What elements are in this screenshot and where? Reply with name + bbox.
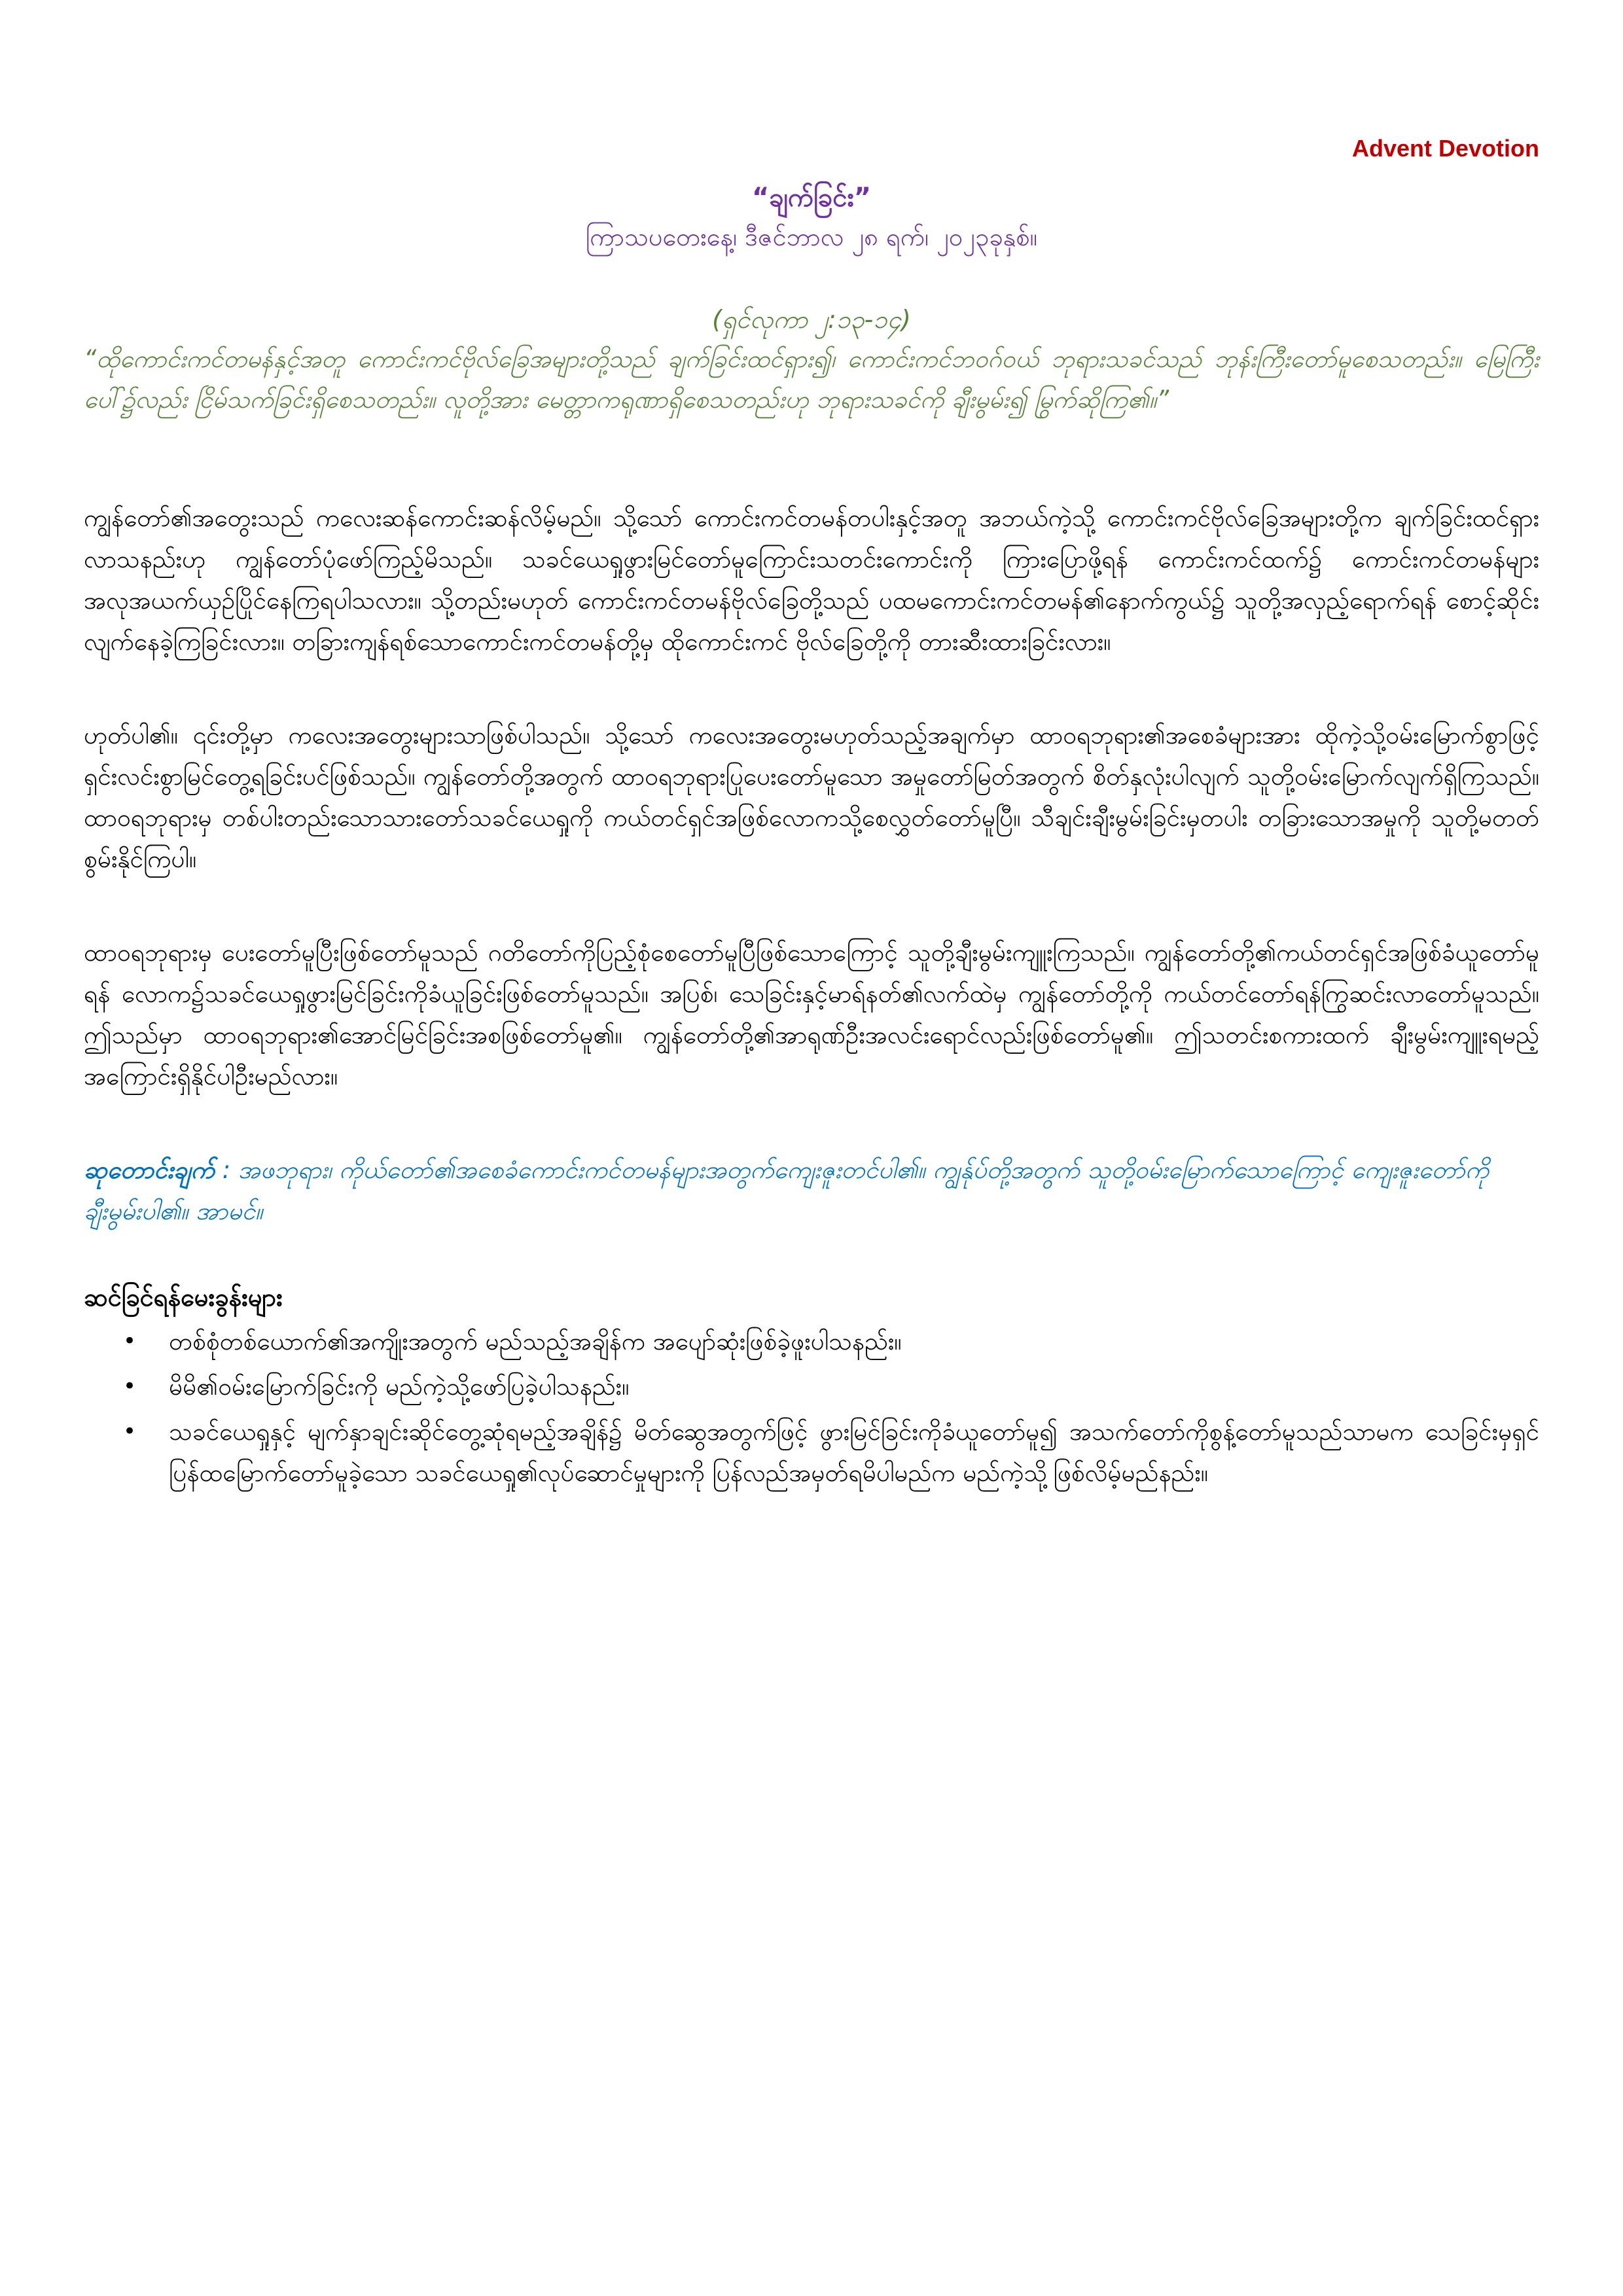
paragraph-2: ဟုတ်ပါ၏။ ၎င်းတို့မှာ ကလေးအတွေးများသာဖြစ်ပါသည်။ သို့သော် ကလေးအတွေးမဟုတ်သည့်အချက်မှာ ထာဝရဘုရား၏အစေခံများအား ထိုကဲ့သို့ဝမ်းမြောက်စွာဖြင့် ရှင်းလင်းစွာမြင်တွေ့ရခြင်းပင်ဖြစ်သည်။ ကျွန်တော်တို့အတွက် ထာဝရဘုရားပြုပေးတော်မူသော အမှုတော်မြတ်အတွက် စိတ်နှလုံးပါလျက် သူတို့ဝမ်းမြောက်လျက်ရှိကြသည်။ ထာဝရဘုရားမှ တစ်ပါးတည်းသောသားတော်သခင်ယေရှုကို ကယ်တင်ရှင်အဖြစ်လောကသို့စေလွှတ်တော်မူပြီ။ သီချင်းချီးမွမ်းခြင်းမှတပါး တခြားသောအမှုကို သူတို့မတတ်စွမ်းနိုင်ကြပါ။ xyxy=(84,721,1539,873)
questions-list xyxy=(84,1321,1539,1494)
list-item xyxy=(123,1366,1539,1407)
question-text: မိမိ၏ဝမ်းမြောက်ခြင်းကို မည်ကဲ့သို့ဖော်ပြခဲ့ပါသနည်း။ xyxy=(169,1372,630,1401)
list-item xyxy=(123,1321,1539,1362)
prayer-text: : အဖဘုရား၊ ကိုယ်တော်၏အစေခံကောင်းကင်တမန်များအတွက်ကျေးဇူးတင်ပါ၏။ ကျွန်ုပ်တို့အတွက် သူတို့ဝမ်းမြောက်သောကြောင့် ကျေးဇူးတော်ကိုချီးမွမ်းပါ၏။ အာမင်။ xyxy=(84,1156,1489,1225)
list-item xyxy=(123,1411,1539,1494)
prayer xyxy=(84,1149,1539,1232)
scripture-block xyxy=(84,300,1539,420)
scripture-reference: (ရှင်လုကာ ၂:၁၃-၁၄) xyxy=(712,305,911,334)
bullet-icon: • xyxy=(123,1328,137,1354)
bullet-icon: • xyxy=(123,1418,137,1444)
devotion-body xyxy=(84,497,1539,1498)
scripture-text: “ထိုကောင်းကင်တမန်နှင့်အတူ ကောင်းကင်ဗိုလ်ခြေအများတို့သည် ချက်ခြင်းထင်ရှား၍၊ ကောင်းကင်ဘဝဂ်ဝယ် ဘုရားသခင်သည် ဘုန်းကြီးတော်မူစေသတည်း။ မြေကြီးပေါ်၌လည်း ငြိမ်သက်ခြင်းရှိစေသတည်း။ လူတို့အား မေတ္တာကရုဏာရှိစေသတည်းဟု ဘုရားသခင်ကို ချီးမွမ်း၍ မြွက်ဆိုကြ၏။” xyxy=(84,345,1539,414)
paragraph-1: ကျွန်တော်၏အတွေးသည် ကလေးဆန်ကောင်းဆန်လိမ့်မည်။ သို့သော် ကောင်းကင်တမန်တပါးနှင့်အတူ အဘယ်ကဲ့သို့ ကောင်းကင်ဗိုလ်ခြေအများတို့က ချက်ခြင်းထင်ရှားလာသနည်းဟု ကျွန်တော်ပုံဖော်ကြည့်မိသည်။ သခင်ယေရှုဖွားမြင်တော်မူကြောင်းသတင်းကောင်းကို ကြားပြောဖို့ရန် ကောင်းကင်ထက်၌ ကောင်းကင်တမန်များအလုအယက်ယှဉ်ပြိုင်နေကြရပါသလား။ သို့တည်းမဟုတ် ကောင်းကင်တမန်ဗိုလ်ခြေတို့သည် ပထမကောင်းကင်တမန်၏နောက်ကွယ်၌ သူတို့အလှည့်ရောက်ရန် စောင့်ဆိုင်းလျက်နေခဲ့ကြခြင်းလား။ တခြားကျန်ရစ်သောကောင်းကင်တမန်တို့မှ ထိုကောင်းကင် ဗိုလ်ခြေတို့ကို တားဆီးထားခြင်းလား။ xyxy=(84,504,1539,656)
paragraph-3: ထာဝရဘုရားမှ ပေးတော်မူပြီးဖြစ်တော်မူသည် ဂတိတော်ကိုပြည့်စုံစေတော်မူပြီဖြစ်သောကြောင့် သူတို့ချီးမွမ်းကျူးကြသည်။ ကျွန်တော်တို့၏ကယ်တင်ရှင်အဖြစ်ခံယူတော်မူရန် လောက၌သခင်ယေရှုဖွားမြင်ခြင်းကိုခံယူခြင်းဖြစ်တော်မူသည်။ အပြစ်၊ သေခြင်းနှင့်မာရ်နတ်၏လက်ထဲမှ ကျွန်တော်တို့ကို ကယ်တင်တော်ရန်ကြွဆင်းလာတော်မူသည်။ ဤသည်မှာ ထာဝရဘုရား၏အောင်မြင်ခြင်းအစဖြစ်တော်မူ၏။ ကျွန်တော်တို့၏အာရုဏ်ဦးအလင်းရောင်လည်းဖြစ်တော်မူ၏။ ဤသတင်းစကားထက် ချီးမွမ်းကျူးရမည့်အကြောင်းရှိနိုင်ပါဦးမည်လား။ xyxy=(84,939,1539,1090)
question-text: သခင်ယေရှုနှင့် မျက်နှာချင်းဆိုင်တွေ့ဆုံရမည့်အချိန်၌ မိတ်ဆွေအတွက်ဖြင့် ဖွားမြင်ခြင်းကိုခံယူတော်မူ၍ အသက်တော်ကိုစွန့်တော်မူသည်သာမက သေခြင်းမှရှင်ပြန်ထမြောက်တော်မူခဲ့သော သခင်ယေရှု၏လုပ်ဆောင်မှုများကို ပြန်လည်အမှတ်ရမိပါမည်က မည်ကဲ့သို့ဖြစ်လိမ့်မည်နည်း။ xyxy=(169,1418,1539,1487)
page-header-label: Advent Devotion xyxy=(1351,135,1539,162)
devotion-title: “ချက်ခြင်း” xyxy=(751,183,872,213)
questions-heading: ဆင်ခြင်ရန်မေးခွန်းများ xyxy=(84,1283,283,1312)
title-block xyxy=(0,178,1623,257)
prayer-label: ဆုတောင်းချက် xyxy=(84,1156,215,1184)
question-text: တစ်စုံတစ်ယောက်၏အကျိုးအတွက် မည်သည့်အချိန်က အပျော်ဆုံးဖြစ်ခဲ့ဖူးပါသနည်း။ xyxy=(169,1327,902,1355)
devotion-date: ကြာသပတေးနေ့၊ ဒီဇင်ဘာလ ၂၈ ရက်၊ ၂၀၂၃ခုနှစ်။ xyxy=(585,223,1038,251)
bullet-icon: • xyxy=(123,1373,137,1399)
